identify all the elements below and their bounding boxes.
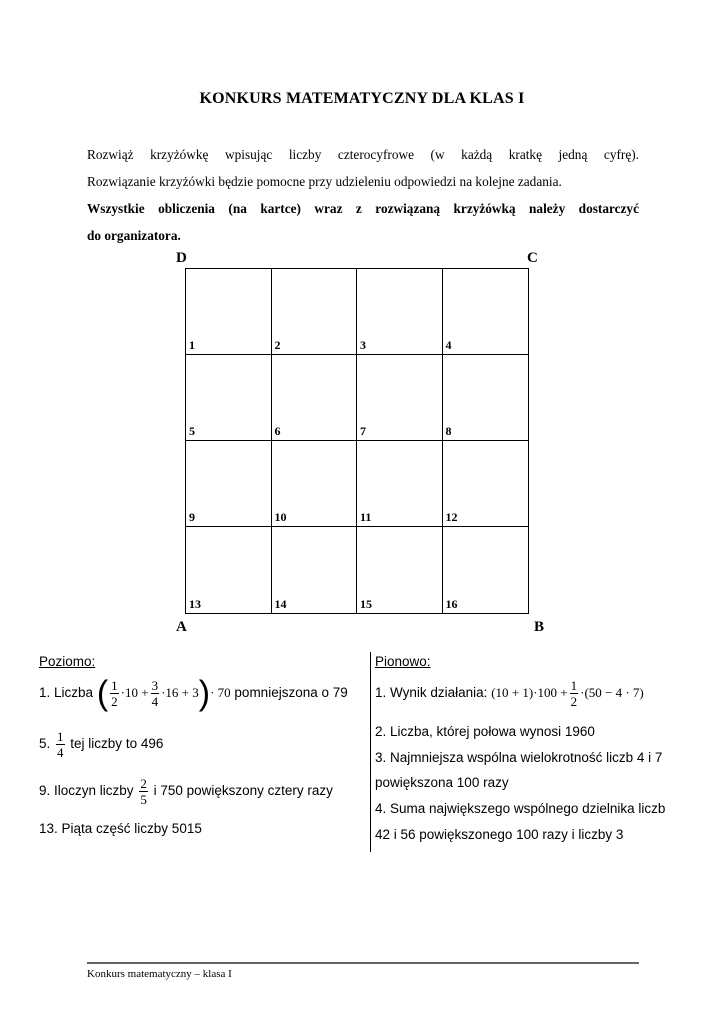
cell-number: 13 [189,597,201,611]
corner-label-d: D [176,250,187,266]
footer-text: Konkurs matematyczny – klasa I [87,968,232,980]
term: · 70 [210,685,231,701]
crossword-cell[interactable] [186,527,272,613]
term: (10 + 1)·100 + [491,685,568,701]
paren-close: ) [198,674,211,713]
term: ·(50 − 4 · 7) [580,685,644,701]
across-clue-5 [39,729,163,760]
cell-number: 10 [274,510,287,524]
cell-number: 16 [445,597,458,611]
down-clue-1 [375,678,644,709]
crossword-cell[interactable] [186,269,272,355]
corner-label-c: C [527,250,538,266]
corner-label-b: B [534,619,545,635]
cell-number: 3 [360,338,366,352]
cell-number: 8 [445,424,452,438]
down-clue-1-label: 1. Wynik działania: [375,685,488,701]
crossword-cell[interactable] [443,441,529,527]
cell-number: 12 [445,510,458,524]
cell-number: 7 [360,424,366,438]
crossword-cell[interactable] [443,527,529,613]
across-clue-1 [39,674,348,713]
crossword-cell[interactable] [272,355,358,441]
crossword-grid [185,268,529,614]
instructions-line-3: Wszystkie obliczenia (na kartce) wraz z rozwiązaną krzyżówką należy dostarczyć [87,201,639,216]
instructions [87,141,639,249]
crossword-cell[interactable] [443,269,529,355]
fraction [151,678,160,709]
denominator: 2 [570,694,578,709]
across-clue-9 [39,776,333,807]
crossword-cell[interactable] [186,355,272,441]
crossword-cell[interactable] [357,527,443,613]
term: ·10 + [120,685,149,701]
cell-number: 4 [445,338,452,352]
footer-rule [87,962,639,964]
cell-number: 15 [360,597,372,611]
across-clue-13: 13. Piąta część liczby 5015 [39,821,202,836]
fraction [56,729,65,760]
crossword-cell[interactable] [357,355,443,441]
down-header: Pionowo: [375,654,431,669]
denominator: 4 [151,694,159,709]
corner-label-a: A [176,619,187,635]
cell-number: 6 [274,424,281,438]
numerator: 1 [111,678,118,693]
term: ·16 + 3 [161,685,199,701]
instructions-line-4: do organizatora. [87,228,181,243]
cell-number: 11 [360,510,372,524]
fraction [570,678,579,709]
across-clue-5-label: 5. [39,736,51,752]
cell-number: 5 [189,424,195,438]
denominator: 5 [140,792,147,807]
fraction [110,678,119,709]
down-clue-3-line-2: powiększona 100 razy [375,775,509,790]
instructions-line-2: Rozwiązanie krzyżówki będzie pomocne przy udzieleniu odpowiedzi na kolejne zadania. [87,174,562,189]
page-title: KONKURS MATEMATYCZNY DLA KLAS I [199,90,525,107]
cell-number: 2 [274,338,281,352]
across-header: Poziomo: [39,654,96,669]
denominator: 2 [111,694,118,709]
crossword-cell[interactable] [272,441,358,527]
crossword-cell[interactable] [357,441,443,527]
numerator: 1 [57,729,64,744]
numerator: 3 [151,678,159,693]
across-clue-9-suffix: i 750 powiększony cztery razy [153,783,333,799]
crossword-cell[interactable] [186,441,272,527]
cell-number: 9 [189,510,195,524]
denominator: 4 [57,745,64,760]
down-clue-2: 2. Liczba, której połowa wynosi 1960 [375,724,595,739]
crossword-cell[interactable] [443,355,529,441]
column-divider [370,652,371,852]
down-clue-4-line-1: 4. Suma największego wspólnego dzielnika liczb [375,801,666,816]
numerator: 2 [140,776,147,791]
cell-number: 1 [189,338,195,352]
fraction [139,776,148,807]
instructions-line-1: Rozwiąż krzyżówkę wpisując liczby czterocyfrowe (w każdą kratkę jedną cyfrę). [87,147,639,162]
across-clue-9-label: 9. Iloczyn liczby [39,783,134,799]
across-clue-5-suffix: tej liczby to 496 [70,736,164,752]
cell-number: 14 [274,597,287,611]
crossword-cell[interactable] [357,269,443,355]
down-clue-3-line-1: 3. Najmniejsza wspólna wielokrotność liczb 4 i 7 [375,750,663,765]
down-clue-4-line-2: 42 i 56 powiększonego 100 razy i liczby 3 [375,827,624,842]
crossword-cell[interactable] [272,269,358,355]
across-clue-1-label: 1. Liczba [39,685,94,701]
paren-open: ( [96,674,109,713]
crossword-cell[interactable] [272,527,358,613]
across-clue-1-suffix: pomniejszona o 79 [234,685,348,701]
numerator: 1 [570,678,578,693]
